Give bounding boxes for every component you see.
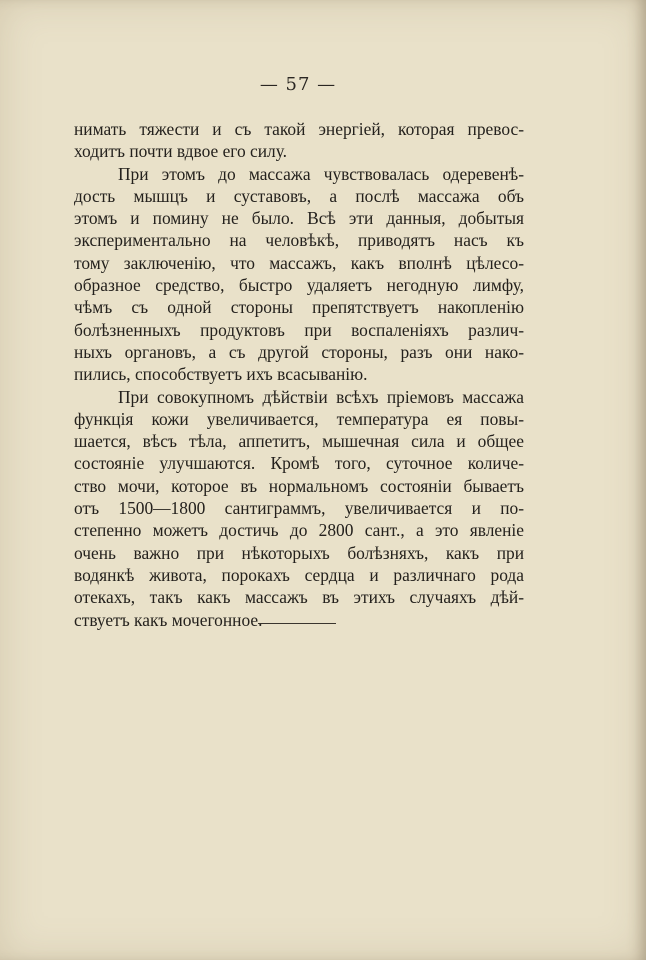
paragraph-3	[74, 386, 524, 631]
text-line: функція кожи увеличивается, температура ея повы-	[74, 408, 524, 429]
text-line: образное средство, быстро удаляетъ негодную лимфу,	[74, 275, 524, 296]
text-line: отъ 1500—1800 сантиграммъ, увеличивается и по-	[74, 498, 524, 519]
text-line: При этомъ до массажа чувствовалась одеревенѣ-	[118, 163, 524, 184]
paragraph-1	[74, 118, 524, 163]
section-divider-rule	[258, 623, 336, 624]
text-line: водянкѣ живота, порокахъ сердца и различнаго рода	[74, 564, 524, 585]
text-line: нимать тяжести и съ такой энергіей, которая превос-	[74, 119, 524, 139]
text-line: тому заключенію, что массажъ, какъ вполнѣ цѣлесо-	[74, 252, 524, 273]
body-text	[74, 118, 524, 631]
text-line: этомъ и помину не было. Всѣ эти данныя, добытыя	[74, 208, 524, 229]
text-line: чѣмъ съ одной стороны препятствуетъ накопленію	[74, 297, 524, 318]
text-line: ствуетъ какъ мочегонное.	[74, 609, 263, 630]
text-line: пились, способствуетъ ихъ всасыванію.	[74, 364, 368, 385]
text-line: экспериментально на человѣкѣ, приводятъ насъ къ	[74, 230, 524, 251]
text-line: состояніе улучшаются. Кромѣ того, суточное количе-	[74, 453, 524, 474]
text-line: очень важно при нѣкоторыхъ болѣзняхъ, какъ при	[74, 542, 524, 563]
paragraph-2	[74, 163, 524, 386]
text-line: При совокупномъ дѣйствіи всѣхъ пріемовъ массажа	[118, 386, 524, 407]
text-line: отекахъ, такъ какъ массажъ въ этихъ случаяхъ дѣй-	[74, 587, 524, 608]
text-line: ство мочи, которое въ нормальномъ состояніи бываетъ	[74, 475, 524, 496]
page-number: — 57 —	[259, 74, 337, 95]
text-line: болѣзненныхъ продуктовъ при воспаленіяхъ различ-	[74, 319, 524, 340]
text-line: степенно можетъ достичь до 2800 сант., а это явленіе	[74, 520, 524, 541]
text-line: дость мышцъ и суставовъ, а послѣ массажа объ	[74, 185, 524, 206]
text-line: ныхъ органовъ, а съ другой стороны, разъ они нако-	[74, 341, 524, 362]
text-line: ходитъ почти вдвое его силу.	[74, 141, 288, 162]
text-line: шается, вѣсъ тѣла, аппетитъ, мышечная сила и общее	[74, 431, 524, 452]
